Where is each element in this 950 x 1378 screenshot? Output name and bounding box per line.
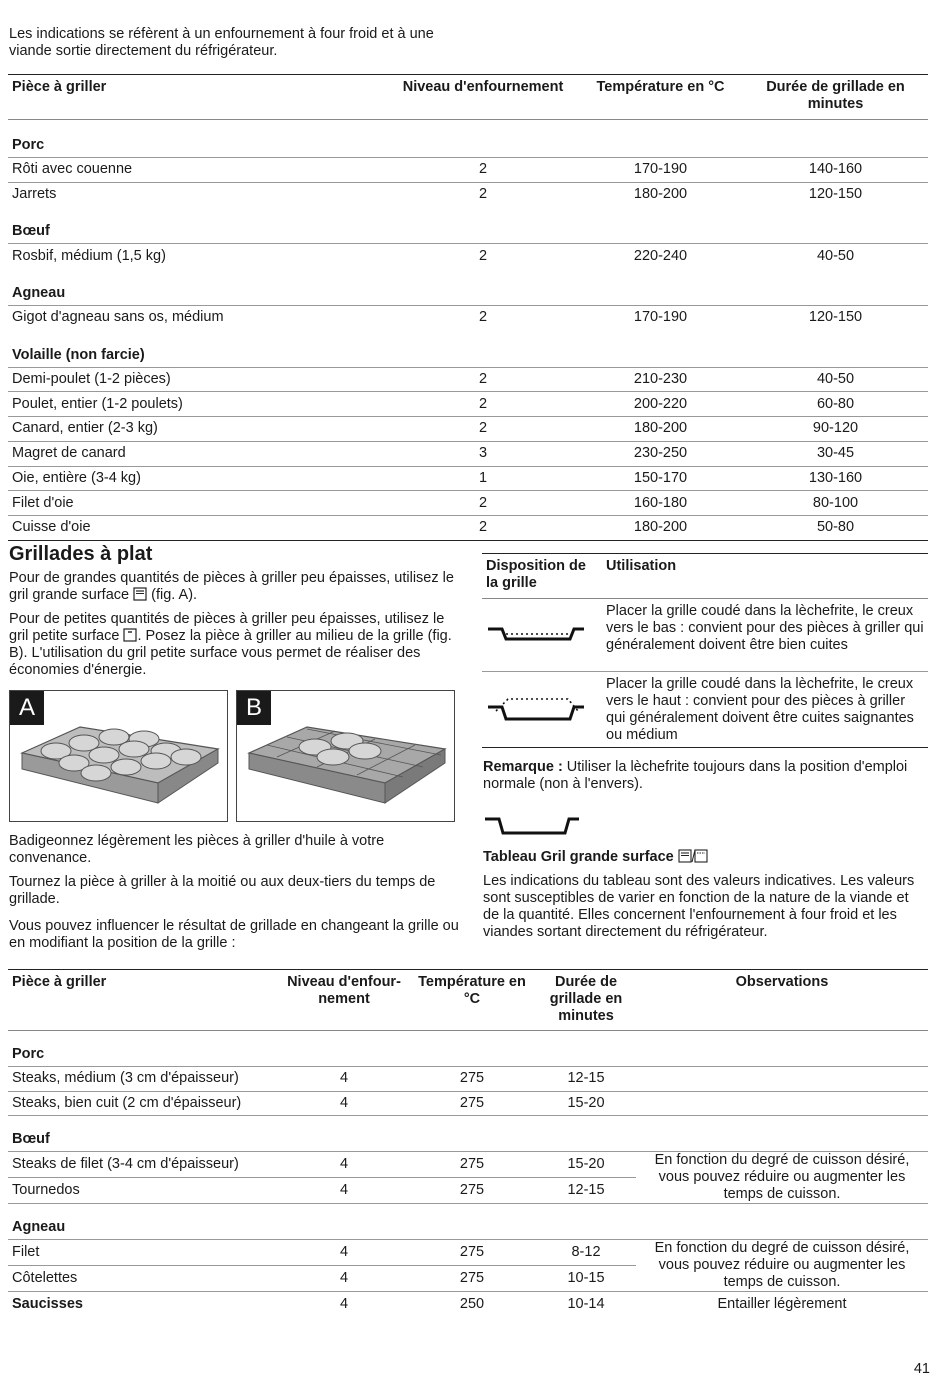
grillades-p4: Tournez la pièce à griller à la moitié ou aux deux-tiers du temps de grillade. [9, 874, 436, 907]
table-row [8, 1067, 928, 1092]
cell-niveau: 4 [280, 1178, 408, 1204]
col3-temperature: Température en °C [418, 974, 526, 1007]
category-label: Agneau [12, 285, 66, 302]
grillades-p2-rest: . Posez la pièce à griller au milieu de la grille (fig. B). L'utilisation du gril petite surface vous permet de réaliser des économies d'énergie. [9, 628, 452, 678]
table-row [8, 182, 928, 206]
cell-temperature: 150-170 [578, 466, 743, 491]
grille-up-cell [482, 672, 602, 748]
category-row [8, 330, 928, 368]
remarque [483, 759, 928, 793]
cell-niveau: 4 [339, 1070, 349, 1087]
table-row-saucisses [8, 1292, 928, 1316]
col3-duree: Durée de grillade en minutes [549, 974, 623, 1024]
category-row [8, 268, 928, 306]
table-row [8, 367, 928, 392]
grillades-p1-text: Pour de grandes quantités de pièces à griller peu épaisses, utilisez le gril grande surface [9, 570, 454, 603]
grille-down-text: Placer la grille coudé dans la lèchefrite, le creux vers le bas : convient pour des pièces à griller qui généralement doivent être bien cuites [602, 599, 928, 672]
grille-row-up [482, 672, 928, 748]
table-row [8, 244, 928, 268]
intro-text: Les indications se réfèrent à un enfournement à four froid et à une viande sortie directement du réfrigérateur. [9, 26, 434, 59]
cell-piece: Jarrets [8, 182, 388, 206]
table-row [8, 306, 928, 330]
grille-down-cell [482, 599, 602, 672]
cell-piece: Magret de canard [8, 441, 388, 466]
cell-temperature: 180-200 [578, 182, 743, 206]
tableau-title [483, 849, 928, 866]
small-grill-icon [123, 628, 137, 642]
cell-temperature: 180-200 [578, 515, 743, 540]
table-row [8, 158, 928, 183]
roast-table [8, 74, 928, 541]
table-row [8, 441, 928, 466]
cell-temperature: 275 [459, 1070, 485, 1087]
cell-niveau: 4 [339, 1244, 349, 1261]
category-porc: Porc [12, 1046, 45, 1062]
cell-piece: Saucisses [12, 1295, 83, 1312]
cell-duree: 10-15 [536, 1266, 636, 1292]
roast-table-header [8, 75, 928, 120]
grillades-p1-ref: (fig. A). [151, 587, 198, 603]
cell-piece: Steaks, médium (3 cm d'épaisseur) [12, 1070, 239, 1087]
grille-table-header [482, 554, 928, 599]
cell-niveau: 2 [388, 392, 578, 417]
cell-piece: Côtelettes [8, 1266, 280, 1292]
cell-duree: 15-20 [567, 1156, 605, 1173]
grillades-p1 [9, 570, 459, 604]
col3-observations: Observations [735, 974, 829, 990]
cell-temperature: 275 [459, 1156, 485, 1173]
cell-temperature: 200-220 [578, 392, 743, 417]
cell-duree: 12-15 [567, 1070, 605, 1087]
cell-observations: Entailler légèrement [717, 1295, 847, 1312]
cell-niveau: 3 [388, 441, 578, 466]
category-row [8, 206, 928, 244]
table-row [8, 1091, 928, 1116]
col3-piece: Pièce à griller [12, 974, 107, 990]
cell-niveau: 4 [339, 1156, 349, 1173]
cell-temperature: 275 [408, 1091, 536, 1116]
cell-niveau: 2 [388, 244, 578, 268]
cell-duree: 90-120 [743, 417, 928, 442]
cell-duree: 40-50 [743, 367, 928, 392]
cell-duree: 12-15 [536, 1178, 636, 1204]
cell-temperature: 170-190 [578, 158, 743, 183]
cell-niveau: 4 [339, 1295, 349, 1312]
cell-observations: En fonction du degré de cuisson désiré, vous pouvez réduire ou augmenter les temps de cuisson. [654, 1240, 910, 1291]
cell-piece: Filet d'oie [8, 491, 388, 516]
cell-piece: Rôti avec couenne [8, 158, 388, 183]
table-row [8, 392, 928, 417]
col-disposition: Disposition de la grille [486, 558, 586, 591]
cell-niveau: 1 [388, 466, 578, 491]
col-duree: Durée de grillade en minutes [766, 79, 905, 112]
category-agneau: Agneau [12, 1219, 66, 1236]
cell-niveau: 2 [388, 158, 578, 183]
cell-duree: 15-20 [536, 1091, 636, 1116]
cell-temperature: 230-250 [578, 441, 743, 466]
cell-temperature: 275 [408, 1266, 536, 1292]
cell-duree: 30-45 [743, 441, 928, 466]
cell-piece: Gigot d'agneau sans os, médium [8, 306, 388, 330]
cell-temperature: 210-230 [578, 367, 743, 392]
grille-up-text: Placer la grille coudé dans la lèchefrite, le creux vers le haut : convient pour des pièces à griller qui généralement doivent être cuites saignantes ou médium [602, 672, 928, 748]
figure-b [236, 690, 455, 822]
table-row [8, 466, 928, 491]
remarque-text: Utiliser la lèchefrite toujours dans la position d'emploi normale (non à l'envers). [483, 759, 908, 792]
cell-piece: Demi-poulet (1-2 pièces) [8, 367, 388, 392]
grille-up-icon [486, 693, 586, 723]
figure-a-label: A [10, 691, 44, 725]
cell-temperature: 250 [459, 1295, 485, 1312]
cell-duree: 120-150 [743, 182, 928, 206]
cell-duree: 10-14 [567, 1295, 605, 1312]
cell-temperature: 160-180 [578, 491, 743, 516]
tableau-title-text: Tableau Gril grande surface [483, 849, 674, 865]
tableau-text: Les indications du tableau sont des valeurs indicatives. Les valeurs sont susceptibles de varier en fonction de la nature de la viande et de la quantité. Elles concernent l'enfournement à four froid et les viandes sortant directement du réfrigérateur. [483, 873, 915, 940]
grill-tray-full-image [10, 691, 227, 821]
cell-piece: Steaks, bien cuit (2 cm d'épaisseur) [8, 1091, 280, 1116]
cell-temperature: 170-190 [578, 306, 743, 330]
cell-piece: Oie, entière (3-4 kg) [8, 466, 388, 491]
figure-b-label: B [237, 691, 271, 725]
cell-observations [636, 1067, 928, 1092]
cell-duree: 80-100 [743, 491, 928, 516]
cell-duree: 60-80 [743, 392, 928, 417]
page-number: 41 [913, 1361, 930, 1377]
table-row [8, 1240, 928, 1266]
cell-duree: 140-160 [743, 158, 928, 183]
cell-niveau: 2 [388, 367, 578, 392]
cell-niveau: 4 [280, 1266, 408, 1292]
col-niveau: Niveau d'enfournement [402, 79, 564, 95]
table-row [8, 491, 928, 516]
drip-tray-icon [483, 813, 583, 839]
flat-grill-table [8, 969, 928, 1316]
large-grill-icon [133, 587, 147, 601]
grill-mode-icons [678, 849, 708, 863]
cell-niveau: 2 [388, 182, 578, 206]
category-label: Volaille (non farcie) [12, 346, 145, 363]
cell-duree: 40-50 [743, 244, 928, 268]
flat-grill-header [8, 970, 928, 1031]
cell-niveau: 2 [388, 515, 578, 540]
cell-piece: Rosbif, médium (1,5 kg) [8, 244, 388, 268]
col-piece: Pièce à griller [12, 79, 107, 95]
cell-piece: Tournedos [8, 1178, 280, 1204]
cell-niveau: 4 [280, 1091, 408, 1116]
grill-tray-center-image [237, 691, 454, 821]
cell-niveau: 2 [388, 306, 578, 330]
grille-table [482, 553, 928, 748]
cell-duree: 120-150 [743, 306, 928, 330]
category-row [8, 1116, 928, 1152]
cell-duree: 50-80 [743, 515, 928, 540]
category-row [8, 1204, 928, 1240]
table-row [8, 1152, 928, 1178]
category-label: Porc [12, 137, 45, 153]
col-temperature: Température en °C [596, 79, 725, 95]
section-title: Grillades à plat [9, 543, 153, 565]
figure-a [9, 690, 228, 822]
grillades-p5: Vous pouvez influencer le résultat de grillade en changeant la grille ou en modifiant la position de la grille : [9, 918, 459, 951]
grillades-p2 [9, 611, 459, 679]
cell-temperature: 180-200 [578, 417, 743, 442]
cell-niveau: 2 [388, 491, 578, 516]
col3-niveau: Niveau d'enfour-nement [287, 974, 401, 1007]
cell-temperature: 275 [408, 1178, 536, 1204]
category-label: Bœuf [12, 223, 50, 240]
cell-duree: 8-12 [571, 1244, 601, 1261]
cell-observations: En fonction du degré de cuisson désiré, vous pouvez réduire ou augmenter les temps de cuisson. [654, 1152, 910, 1203]
grille-down-icon [486, 621, 586, 645]
cell-duree: 130-160 [743, 466, 928, 491]
cell-piece: Canard, entier (2-3 kg) [8, 417, 388, 442]
cell-temperature: 220-240 [578, 244, 743, 268]
cell-observations [636, 1091, 928, 1116]
cell-piece: Steaks de filet (3-4 cm d'épaisseur) [12, 1156, 239, 1173]
cell-piece: Poulet, entier (1-2 poulets) [8, 392, 388, 417]
grillades-p3: Badigeonnez légèrement les pièces à griller d'huile à votre convenance. [9, 833, 385, 866]
grillades-p2-text: Pour de petites quantités de pièces à griller peu épaisses, utilisez le gril petite surface [9, 611, 445, 644]
category-boeuf: Bœuf [12, 1131, 50, 1148]
col-utilisation: Utilisation [606, 558, 677, 574]
cell-niveau: 2 [388, 417, 578, 442]
table-row [8, 417, 928, 442]
cell-temperature: 275 [459, 1244, 485, 1261]
grille-row-down [482, 599, 928, 672]
category-row [8, 1031, 928, 1067]
cell-piece: Cuisse d'oie [8, 515, 388, 540]
category-row [8, 120, 928, 158]
remarque-label: Remarque : [483, 759, 563, 775]
table-row [8, 515, 928, 540]
cell-piece: Filet [12, 1244, 40, 1261]
